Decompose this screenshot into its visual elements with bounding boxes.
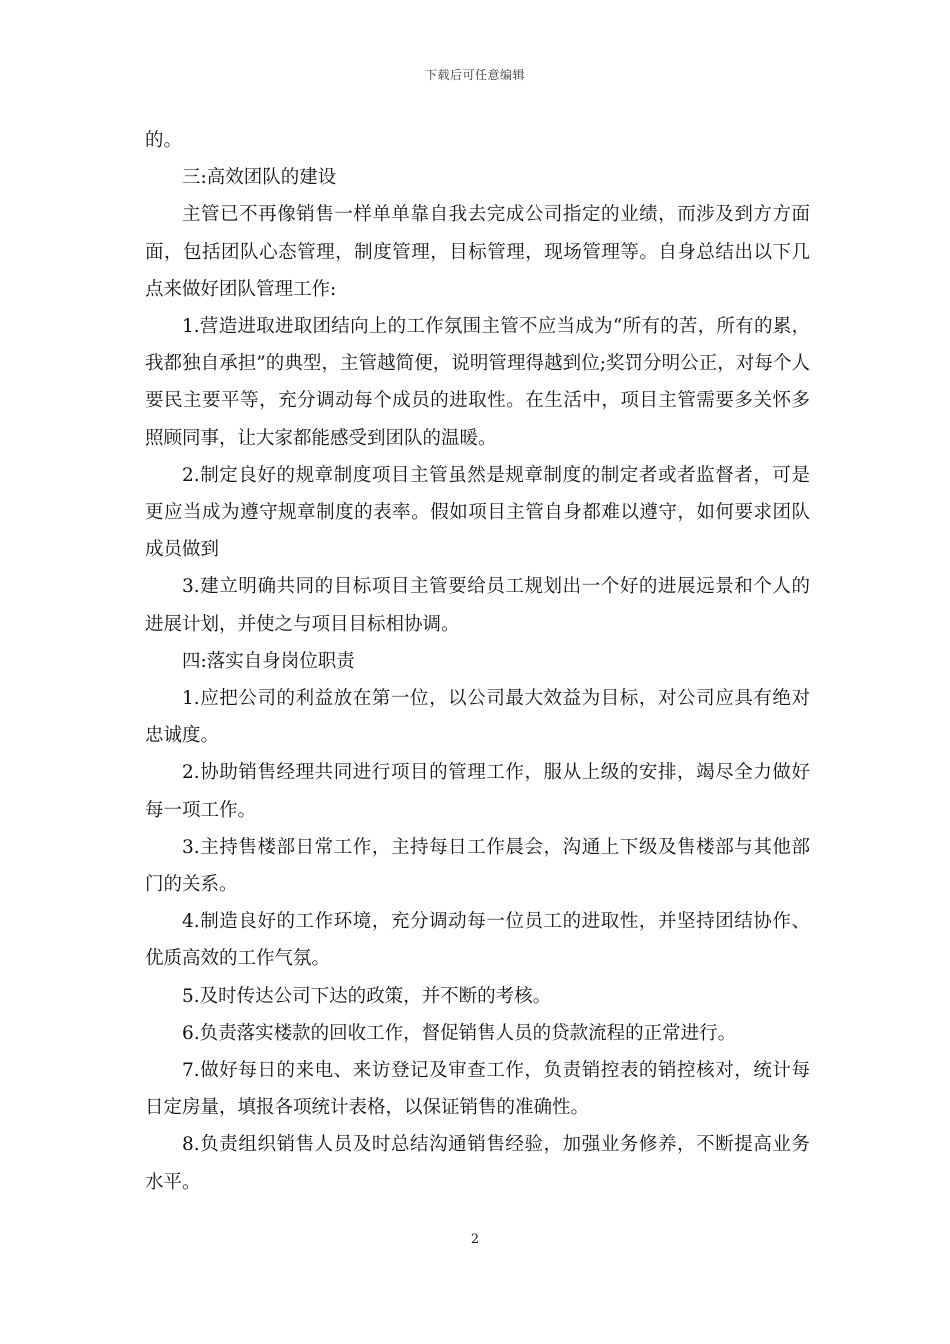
list-item: 2.制定良好的规章制度项目主管虽然是规章制度的制定者或者监督者，可是更应当成为遵守规章制度的表率。假如项目主管自身都难以遵守，如何要求团队成员做到 — [145, 464, 810, 561]
list-item: 1.营造进取进取团结向上的工作氛围主管不应当成为“所有的苦，所有的累，我都独自承担”的典型，主管越简便，说明管理得越到位;奖罚分明公正，对每个人要民主要平等，充分调动每个成员的进取性。在生活中，项目主管需要多关怀多照顾同事，让大家都能感受到团队的温暖。 — [145, 316, 810, 449]
section-heading-3: 三:高效团队的建设 — [182, 167, 337, 189]
paragraph: 主管已不再像销售一样单单靠自我去完成公司指定的业绩，而涉及到方方面面，包括团队心态管理，制度管理，目标管理，现场管理等。自身总结出以下几点来做好团队管理工作: — [145, 204, 810, 300]
list-item: 1.应把公司的利益放在第一位，以公司最大效益为目标，对公司应具有绝对忠诚度。 — [145, 688, 810, 747]
paragraph-continuation: 的。 — [145, 130, 183, 151]
list-item: 2.协助销售经理共同进行项目的管理工作，服从上级的安排，竭尽全力做好每一项工作。 — [145, 762, 810, 821]
list-item: 5.及时传达公司下达的政策，并不断的考核。 — [182, 985, 552, 1007]
list-item: 3.主持售楼部日常工作，主持每日工作晨会，沟通上下级及售楼部与其他部门的关系。 — [145, 836, 810, 896]
list-item: 4.制造良好的工作环境，充分调动每一位员工的进取性，并坚持团结协作、优质高效的工作气氛。 — [145, 911, 810, 970]
list-item: 6.负责落实楼款的回收工作，督促销售人员的贷款流程的正常进行。 — [182, 1022, 737, 1044]
document-body — [145, 122, 810, 1201]
page-header: 下载后可任意编辑 — [424, 68, 525, 82]
list-item: 8.负责组织销售人员及时总结沟通销售经验，加强业务修养，不断提高业务水平。 — [145, 1134, 810, 1193]
list-item: 3.建立明确共同的目标项目主管要给员工规划出一个好的进展远景和个人的进展计划，并使之与项目目标相协调。 — [145, 576, 810, 635]
section-heading-4: 四:落实自身岗位职责 — [182, 650, 355, 672]
list-item: 7.做好每日的来电、来访登记及审查工作，负责销控表的销控核对，统计每日定房量，填报各项统计表格，以保证销售的准确性。 — [145, 1060, 810, 1119]
page-number: 2 — [470, 1232, 480, 1247]
